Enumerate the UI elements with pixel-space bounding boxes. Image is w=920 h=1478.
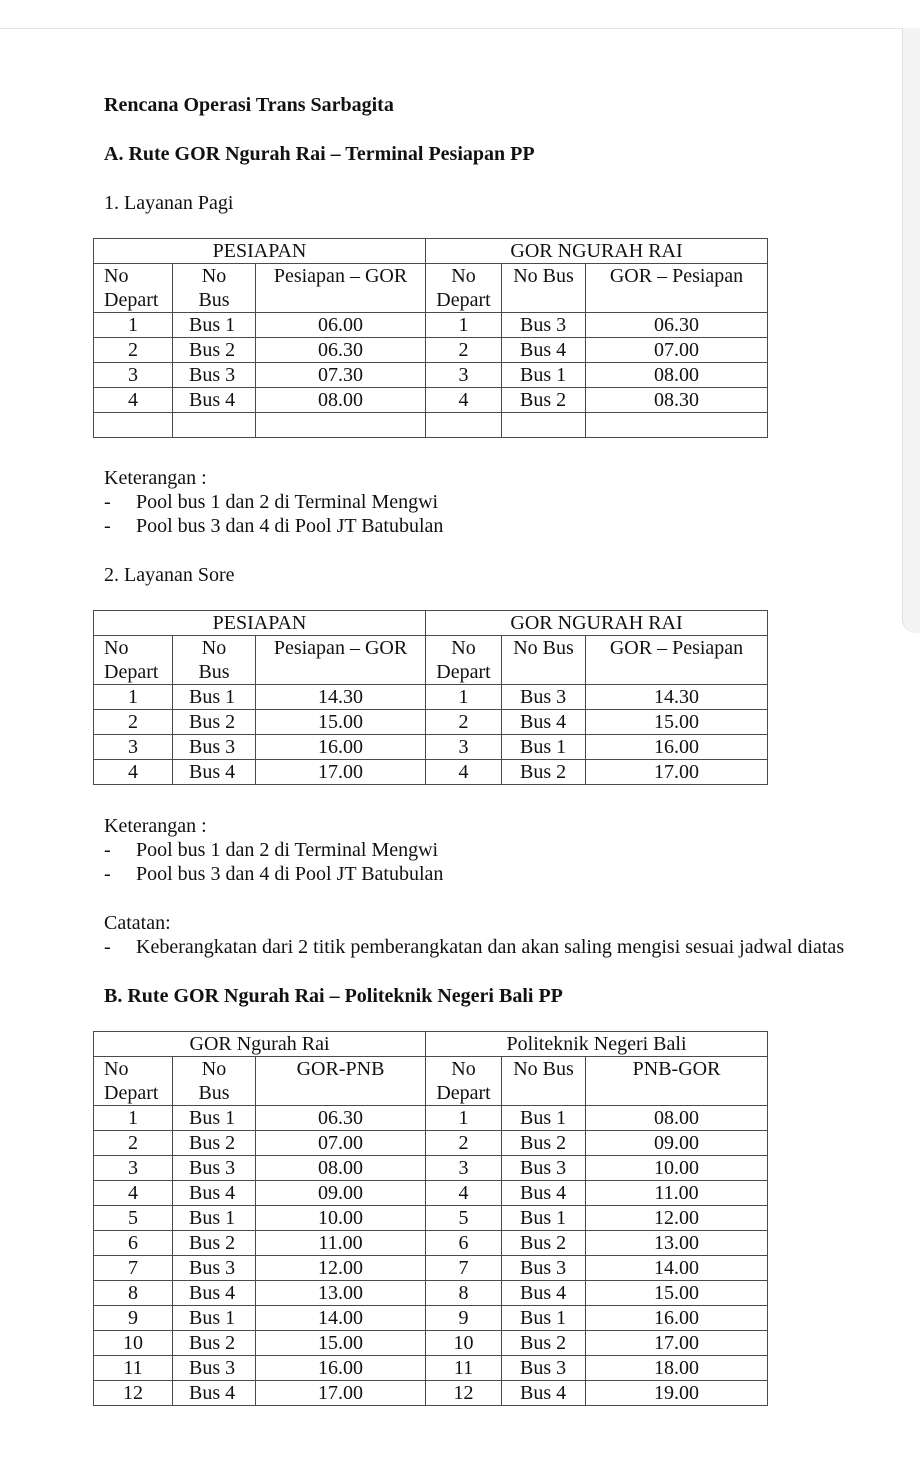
table-row [94,1156,768,1181]
header-text: Depart [436,289,491,311]
header-text: Bus [198,289,230,311]
table-row [94,710,768,735]
evening-service-label: 2. Layanan Sore [104,564,235,586]
cell-time: 07.30 [256,363,426,388]
cell-no-depart: 8 [426,1281,502,1306]
cell-time: 08.00 [256,1156,426,1181]
section-b-title: B. Rute GOR Ngurah Rai – Politeknik Negeri Bali PP [104,985,563,1007]
cell-time: 06.30 [586,313,768,338]
cell-no-bus: Bus 2 [173,338,256,363]
table-row [94,1181,768,1206]
cell-no-bus: Bus 4 [173,1181,256,1206]
cell-no-bus: Bus 3 [173,1256,256,1281]
cell-no-depart: 11 [94,1356,173,1381]
table-row [94,1131,768,1156]
cell-no-bus: Bus 2 [173,1331,256,1356]
col-header-no-bus [173,1057,256,1106]
cell-time: 08.00 [586,363,768,388]
table-row [94,313,768,338]
morning-service-label: 1. Layanan Pagi [104,192,234,214]
cell-no-depart: 2 [94,710,173,735]
bullet-dash: - [104,839,111,861]
cell-no-depart: 12 [426,1381,502,1406]
cell-time: 07.00 [256,1131,426,1156]
header-text: No [201,637,227,659]
cell-time: 15.00 [256,1331,426,1356]
cell-no-bus: Bus 3 [173,735,256,760]
header-text: No [201,1058,227,1080]
bullet-dash: - [104,515,111,537]
group-header-right: GOR NGURAH RAI [426,611,768,636]
section-a-title: A. Rute GOR Ngurah Rai – Terminal Pesiapan PP [104,143,535,165]
col-header-no-depart [94,1057,173,1106]
col-header-time-left: GOR-PNB [256,1057,426,1106]
cell-no-depart: 3 [94,735,173,760]
evening-notes-label: Keterangan : [104,815,207,837]
cell-time: 15.00 [586,710,768,735]
empty-table-row [94,413,768,438]
group-header-right: GOR NGURAH RAI [426,239,768,264]
cell-time: 08.00 [586,1106,768,1131]
cell-time: 06.30 [256,338,426,363]
cell-no-depart: 10 [426,1331,502,1356]
header-text: Depart [436,1082,491,1104]
cell-no-depart: 1 [94,313,173,338]
cell-no-depart: 8 [94,1281,173,1306]
cell-time: 17.00 [586,760,768,785]
cell-no-bus: Bus 4 [502,1281,586,1306]
cell-no-bus: Bus 4 [502,1381,586,1406]
group-header-left: PESIAPAN [94,239,426,264]
cell-no-bus: Bus 2 [502,1131,586,1156]
col-header-no-bus-right: No Bus [502,1057,586,1106]
table-row [94,1231,768,1256]
cell-no-bus: Bus 4 [173,1381,256,1406]
catatan-item [104,935,844,959]
morning-schedule-table [93,238,768,438]
table-row [94,1331,768,1356]
note-text: Pool bus 3 dan 4 di Pool JT Batubulan [136,515,444,537]
cell-time: 10.00 [586,1156,768,1181]
cell-no-depart: 6 [426,1231,502,1256]
cell-no-depart: 10 [94,1331,173,1356]
col-header-no-bus [173,636,256,685]
cell-no-bus: Bus 4 [502,338,586,363]
header-text: No [451,1058,476,1080]
cell-time: 15.00 [586,1281,768,1306]
col-header-no-depart-right [426,636,502,685]
header-text: Depart [104,661,159,683]
col-header-no-depart-right [426,1057,502,1106]
evening-schedule-table [93,610,768,785]
cell-time: 13.00 [256,1281,426,1306]
col-header-time-right: PNB-GOR [586,1057,768,1106]
col-header-no-depart-right [426,264,502,313]
cell-time: 09.00 [256,1181,426,1206]
cell-time: 16.00 [256,735,426,760]
cell-time: 19.00 [586,1381,768,1406]
cell-no-depart: 1 [94,685,173,710]
cell-no-depart: 2 [426,1131,502,1156]
table-row [94,735,768,760]
cell-no-bus: Bus 2 [173,710,256,735]
cell-time: 10.00 [256,1206,426,1231]
cell-no-bus: Bus 3 [502,1156,586,1181]
empty-cell [426,413,502,438]
cell-no-bus: Bus 4 [502,710,586,735]
cell-no-depart: 11 [426,1356,502,1381]
table-row [94,338,768,363]
cell-no-depart: 4 [94,760,173,785]
cell-no-bus: Bus 1 [173,685,256,710]
cell-time: 11.00 [586,1181,768,1206]
empty-cell [586,413,768,438]
empty-cell [173,413,256,438]
catatan-label: Catatan: [104,912,171,934]
cell-no-bus: Bus 2 [502,1331,586,1356]
cell-no-depart: 12 [94,1381,173,1406]
cell-no-depart: 3 [94,363,173,388]
note-text: Pool bus 1 dan 2 di Terminal Mengwi [136,491,439,513]
header-text: Bus [198,661,230,683]
cell-no-bus: Bus 3 [502,1256,586,1281]
table-row [94,760,768,785]
col-header-no-bus-right: No Bus [502,264,586,313]
col-header-no-bus-right: No Bus [502,636,586,685]
cell-no-depart: 3 [426,1156,502,1181]
table-row [94,363,768,388]
table-row [94,1381,768,1406]
cell-no-depart: 1 [426,685,502,710]
evening-note-item [104,838,438,862]
bullet-dash: - [104,491,111,513]
cell-time: 06.30 [256,1106,426,1131]
group-header-left: PESIAPAN [94,611,426,636]
table-row [94,1106,768,1131]
header-text: Bus [198,1082,230,1104]
cell-no-bus: Bus 3 [502,1356,586,1381]
empty-cell [94,413,173,438]
col-header-time-left: Pesiapan – GOR [256,264,426,313]
header-text: No [104,265,129,287]
cell-time: 07.00 [586,338,768,363]
table-row [94,1306,768,1331]
header-text: No [201,265,227,287]
col-header-no-depart [94,264,173,313]
group-header-right: Politeknik Negeri Bali [426,1032,768,1057]
cell-no-depart: 9 [426,1306,502,1331]
cell-no-bus: Bus 2 [173,1231,256,1256]
header-text: Depart [104,289,159,311]
cell-time: 17.00 [256,760,426,785]
cell-no-depart: 1 [426,1106,502,1131]
pnb-schedule-table [93,1031,768,1406]
cell-no-bus: Bus 1 [502,1306,586,1331]
cell-no-depart: 3 [426,735,502,760]
document-title: Rencana Operasi Trans Sarbagita [104,94,394,116]
col-header-time-right: GOR – Pesiapan [586,264,768,313]
cell-no-depart: 1 [426,313,502,338]
table-row [94,685,768,710]
cell-no-bus: Bus 1 [173,1206,256,1231]
header-text: No [451,265,476,287]
cell-time: 16.00 [586,1306,768,1331]
header-text: No [104,1058,129,1080]
cell-no-bus: Bus 3 [502,685,586,710]
table-row [94,1356,768,1381]
header-text: Depart [436,661,491,683]
col-header-time-left: Pesiapan – GOR [256,636,426,685]
cell-no-bus: Bus 3 [502,313,586,338]
cell-no-depart: 5 [426,1206,502,1231]
cell-time: 08.00 [256,388,426,413]
morning-note-item [104,514,443,538]
cell-time: 14.00 [256,1306,426,1331]
cell-no-bus: Bus 1 [173,313,256,338]
header-text: No [104,637,129,659]
bullet-dash: - [104,863,111,885]
header-text: Depart [104,1082,159,1104]
cell-time: 12.00 [256,1256,426,1281]
cell-no-depart: 4 [426,388,502,413]
cell-no-depart: 3 [94,1156,173,1181]
cell-no-depart: 7 [426,1256,502,1281]
cell-no-bus: Bus 3 [173,1356,256,1381]
table-row [94,388,768,413]
cell-time: 14.00 [586,1256,768,1281]
cell-no-depart: 6 [94,1231,173,1256]
cell-no-bus: Bus 4 [502,1181,586,1206]
cell-time: 16.00 [256,1356,426,1381]
cell-time: 14.30 [586,685,768,710]
cell-time: 09.00 [586,1131,768,1156]
cell-no-depart: 4 [426,1181,502,1206]
note-text: Pool bus 1 dan 2 di Terminal Mengwi [136,839,439,861]
cell-no-depart: 4 [426,760,502,785]
cell-no-depart: 4 [94,388,173,413]
cell-time: 17.00 [256,1381,426,1406]
table-row [94,1256,768,1281]
morning-note-item [104,490,438,514]
cell-no-bus: Bus 1 [173,1106,256,1131]
cell-no-depart: 9 [94,1306,173,1331]
cell-time: 13.00 [586,1231,768,1256]
col-header-no-bus [173,264,256,313]
cell-no-bus: Bus 3 [173,1156,256,1181]
col-header-time-right: GOR – Pesiapan [586,636,768,685]
empty-cell [502,413,586,438]
table-row [94,1281,768,1306]
cell-no-bus: Bus 4 [173,388,256,413]
empty-cell [256,413,426,438]
cell-no-bus: Bus 3 [173,363,256,388]
cell-no-bus: Bus 1 [502,1206,586,1231]
cell-no-bus: Bus 2 [502,760,586,785]
header-text: No [451,637,476,659]
morning-notes-label: Keterangan : [104,467,207,489]
cell-no-depart: 2 [94,1131,173,1156]
cell-no-bus: Bus 1 [502,363,586,388]
cell-no-depart: 4 [94,1181,173,1206]
cell-time: 18.00 [586,1356,768,1381]
cell-time: 12.00 [586,1206,768,1231]
cell-time: 11.00 [256,1231,426,1256]
cell-time: 15.00 [256,710,426,735]
cell-no-bus: Bus 4 [173,760,256,785]
cell-time: 14.30 [256,685,426,710]
cell-no-bus: Bus 1 [502,735,586,760]
cell-no-depart: 2 [94,338,173,363]
cell-no-depart: 2 [426,710,502,735]
cell-no-bus: Bus 1 [173,1306,256,1331]
cell-no-bus: Bus 1 [502,1106,586,1131]
cell-no-depart: 7 [94,1256,173,1281]
cell-no-depart: 1 [94,1106,173,1131]
cell-time: 08.30 [586,388,768,413]
cell-time: 06.00 [256,313,426,338]
cell-no-depart: 5 [94,1206,173,1231]
cell-time: 17.00 [586,1331,768,1356]
cell-no-bus: Bus 4 [173,1281,256,1306]
catatan-text: Keberangkatan dari 2 titik pemberangkatan dan akan saling mengisi sesuai jadwal diatas [136,936,845,958]
bullet-dash: - [104,936,111,958]
group-header-left: GOR Ngurah Rai [94,1032,426,1057]
cell-time: 16.00 [586,735,768,760]
cell-no-bus: Bus 2 [502,388,586,413]
cell-no-depart: 3 [426,363,502,388]
cell-no-depart: 2 [426,338,502,363]
note-text: Pool bus 3 dan 4 di Pool JT Batubulan [136,863,444,885]
cell-no-bus: Bus 2 [502,1231,586,1256]
table-row [94,1206,768,1231]
evening-note-item [104,862,443,886]
cell-no-bus: Bus 2 [173,1131,256,1156]
col-header-no-depart [94,636,173,685]
